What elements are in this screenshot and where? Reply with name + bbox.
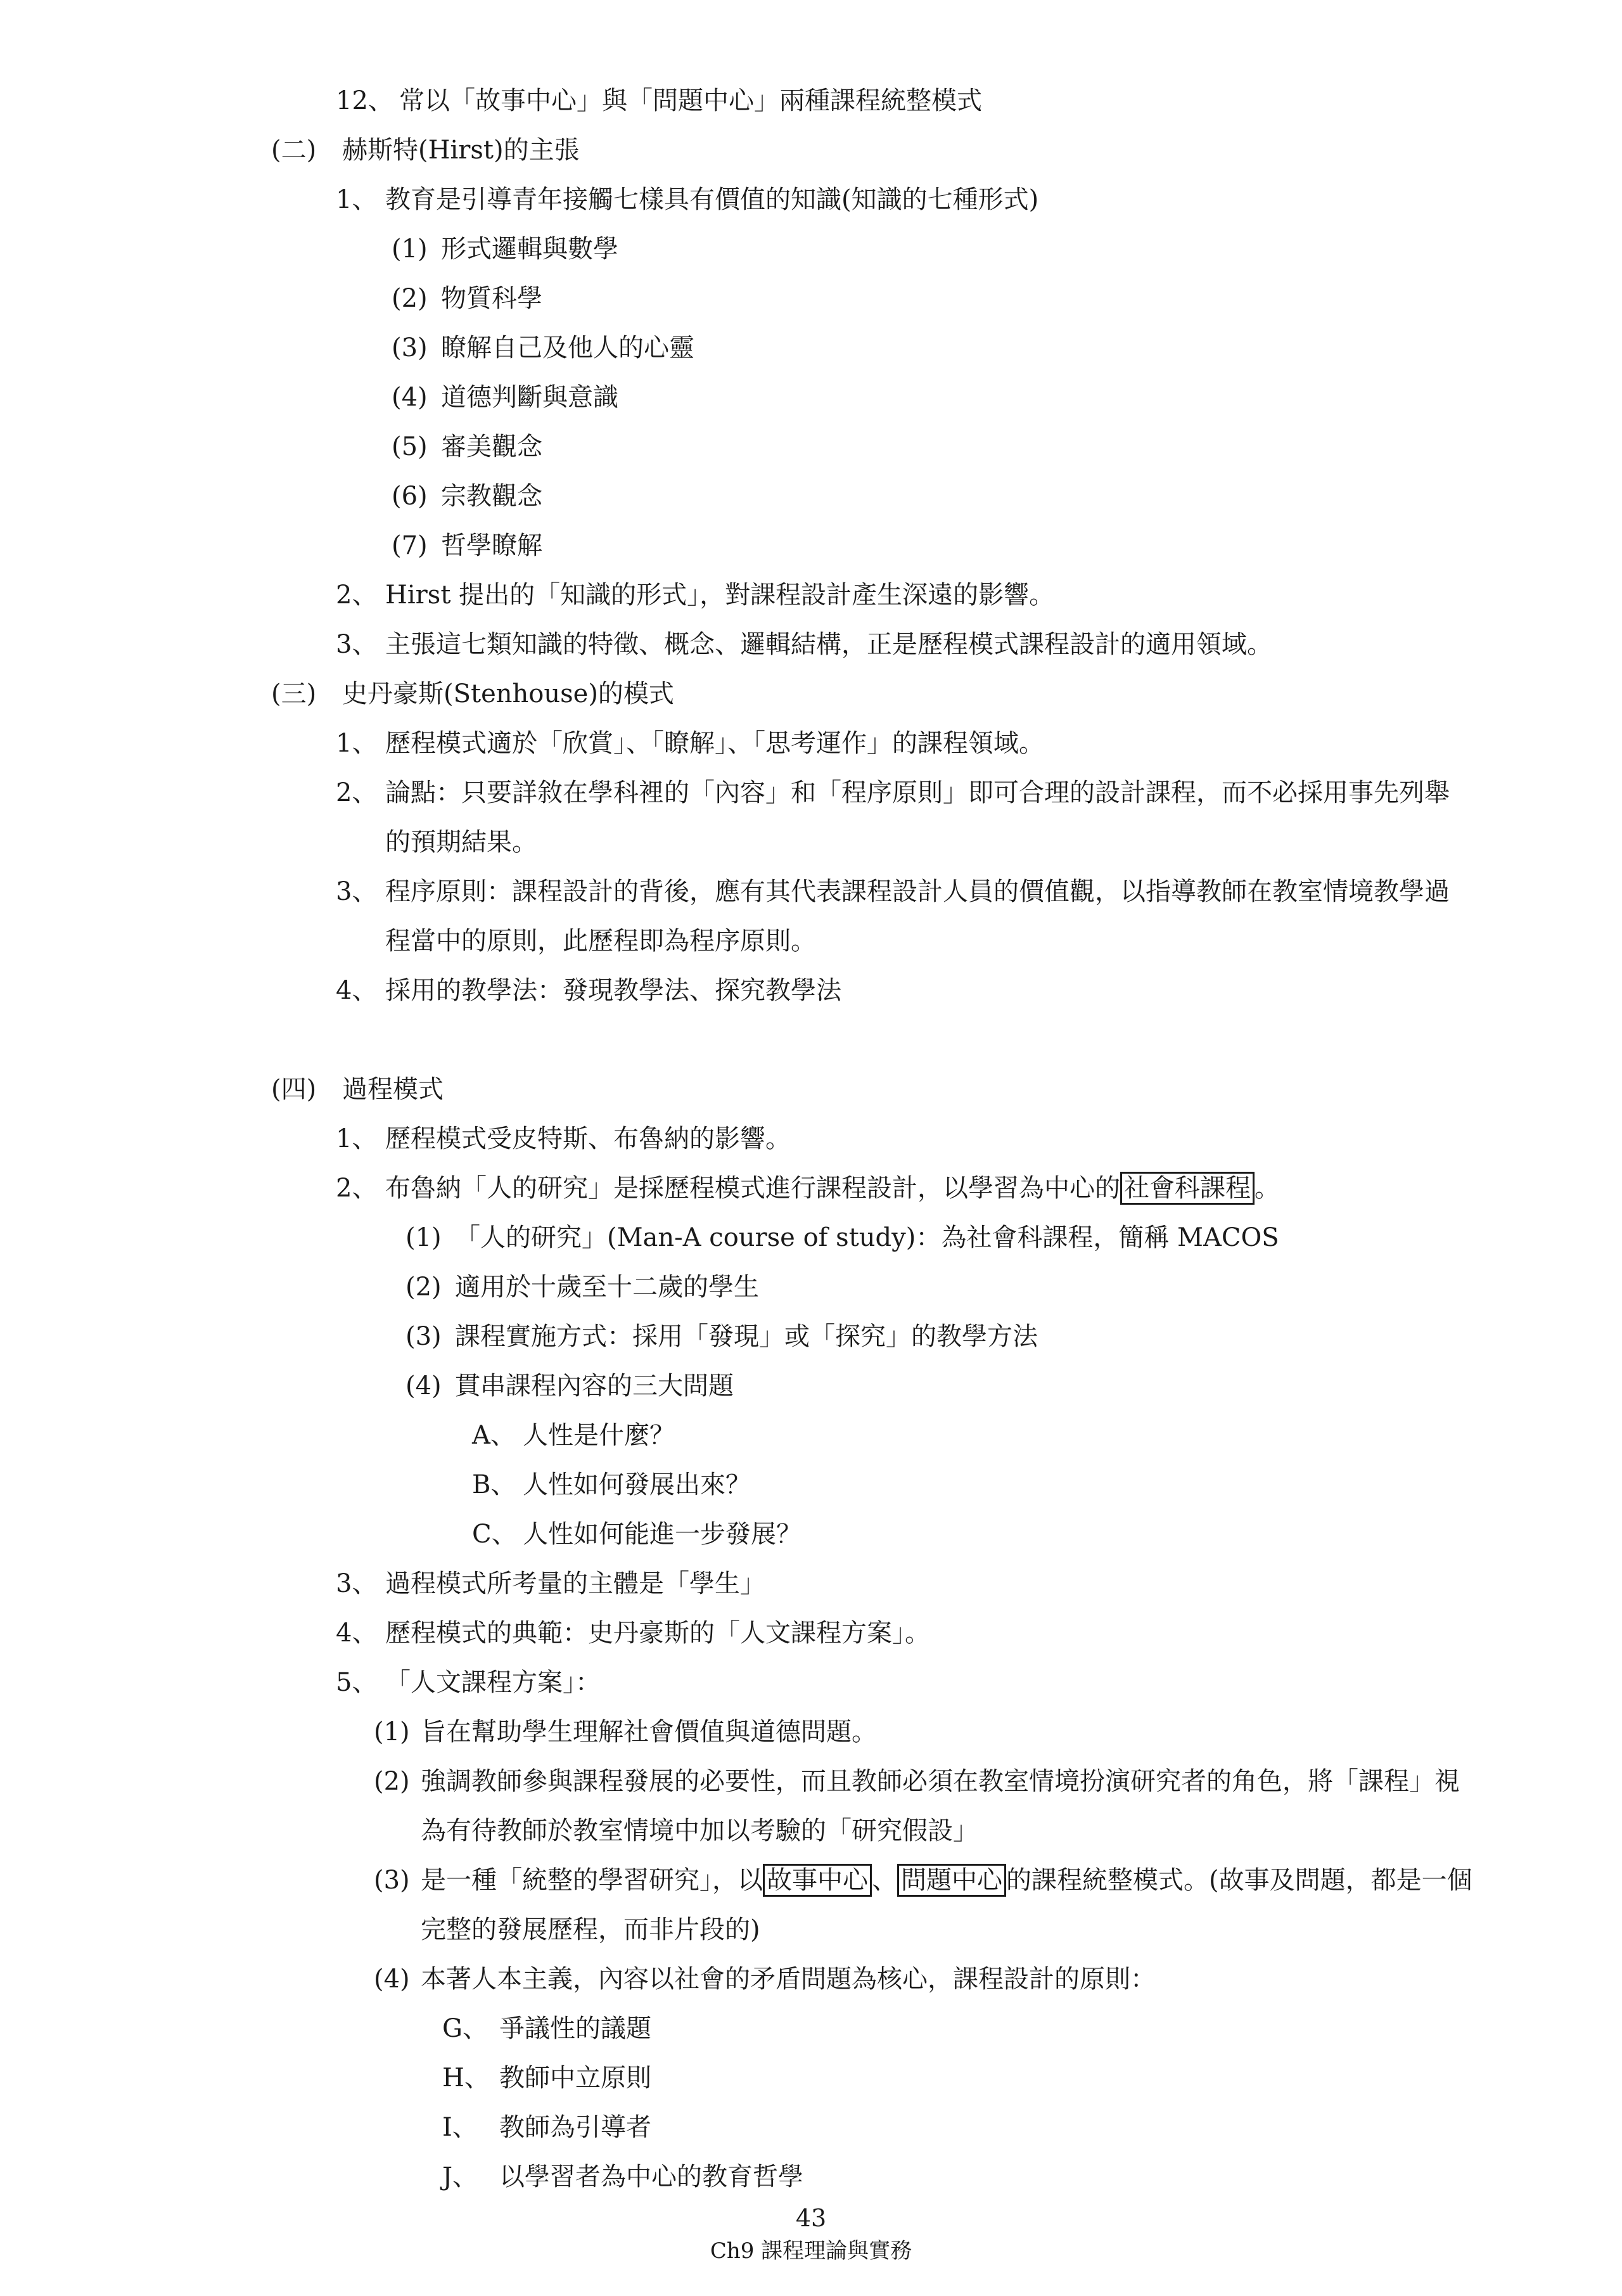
sub-item-continuation	[421, 1816, 978, 1846]
item-number: (二)	[271, 136, 317, 165]
sub-sub-item	[442, 2063, 651, 2093]
item-number: 2、	[336, 1174, 378, 1203]
chapter-footer: Ch9 課程理論與實務	[710, 2238, 912, 2264]
item-number: (4)	[374, 1965, 410, 1994]
sub-sub-item	[442, 2112, 651, 2143]
item-number: (四)	[271, 1075, 317, 1104]
sub-item	[374, 1865, 1472, 1895]
item-number: I、	[442, 2113, 478, 2142]
item-text: 道德判斷與意識	[441, 383, 618, 412]
list-item	[336, 778, 1450, 808]
item-text: 哲學瞭解	[441, 531, 542, 560]
item-text: 歷程模式受皮特斯、布魯納的影響。	[385, 1124, 791, 1153]
item-number: 4、	[336, 976, 378, 1005]
item-text: 是一種「統整的學習研究」，以	[421, 1866, 763, 1895]
item-number: (1)	[406, 1223, 442, 1252]
item-text: 人性如何發展出來？	[523, 1470, 751, 1499]
item-text: 過程模式所考量的主體是「學生」	[385, 1569, 765, 1598]
item-text: 形式邏輯與數學	[441, 234, 618, 264]
sub-item	[392, 432, 542, 462]
sub-sub-item	[472, 1519, 801, 1549]
item-number: 3、	[336, 1569, 378, 1598]
list-item	[336, 975, 841, 1006]
item-number: (3)	[392, 333, 428, 362]
item-number: (3)	[374, 1866, 410, 1895]
item-number: 3、	[336, 877, 378, 906]
sub-item	[392, 530, 542, 561]
item-text: 貫串課程內容的三大問題	[455, 1371, 734, 1401]
sub-item	[392, 382, 618, 413]
section-heading	[271, 135, 580, 165]
item-number: G、	[442, 2014, 488, 2043]
sub-item-continuation	[421, 1914, 760, 1945]
item-number: 2、	[336, 580, 378, 610]
item-text: 主張這七類知識的特徵、概念、邏輯結構，正是歷程模式課程設計的適用領域。	[385, 630, 1272, 659]
item-text: 為有待教師於教室情境中加以考驗的「研究假設」	[421, 1816, 978, 1845]
item-text: 赫斯特(Hirst)的主張	[342, 136, 580, 165]
item-text: 歷程模式適於「欣賞」、「瞭解」、「思考運作」的課程領域。	[385, 729, 1044, 758]
item-text: 布魯納「人的研究」是採歷程模式進行課程設計，以學習為中心的	[385, 1174, 1120, 1203]
item-number: 1、	[336, 1124, 378, 1153]
item-text: 過程模式	[342, 1075, 444, 1104]
item-text: 「人文課程方案」：	[385, 1668, 601, 1697]
sub-item	[392, 283, 542, 314]
item-text: 採用的教學法：發現教學法、探究教學法	[385, 976, 841, 1005]
item-number: 1、	[336, 729, 378, 758]
item-text: 史丹豪斯(Stenhouse)的模式	[342, 679, 674, 709]
item-text: 程當中的原則，此歷程即為程序原則。	[385, 927, 816, 956]
item-text: 教師中立原則	[499, 2063, 651, 2093]
item-text: 的課程統整模式。(故事及問題，都是一個	[1006, 1866, 1472, 1895]
item-number: (3)	[406, 1322, 442, 1351]
item-text: 完整的發展歷程，而非片段的)	[421, 1915, 760, 1944]
item-number: B、	[472, 1470, 516, 1499]
item-text: 、	[872, 1866, 897, 1895]
sub-sub-item	[472, 1420, 675, 1451]
item-text: 人性是什麼？	[523, 1421, 675, 1450]
item-number: (2)	[406, 1273, 442, 1302]
item-number: 5、	[336, 1668, 378, 1697]
boxed-term: 故事中心	[763, 1864, 872, 1897]
item-number: (1)	[392, 234, 428, 264]
list-item	[336, 1124, 791, 1154]
item-text: 瞭解自己及他人的心靈	[441, 333, 694, 362]
section-heading	[271, 1074, 444, 1105]
item-text: 審美觀念	[441, 432, 542, 461]
item-text: 爭議性的議題	[499, 2014, 651, 2043]
item-number: 4、	[336, 1619, 378, 1648]
sub-item	[374, 1766, 1460, 1797]
sub-item	[406, 1222, 1279, 1253]
sub-item	[374, 1964, 1156, 1994]
item-number: A、	[472, 1421, 516, 1450]
item-number: (6)	[392, 482, 428, 511]
item-text: 歷程模式的典範：史丹豪斯的「人文課程方案」。	[385, 1619, 930, 1648]
page-number: 43	[795, 2204, 827, 2232]
item-number: (1)	[374, 1717, 410, 1747]
item-text: Hirst 提出的「知識的形式」，對課程設計產生深遠的影響。	[385, 580, 1055, 610]
item-number: 12、	[336, 86, 393, 115]
item-text: 物質科學	[441, 284, 542, 313]
item-number: 2、	[336, 778, 378, 807]
item-number: 3、	[336, 630, 378, 659]
list-item	[336, 728, 1044, 759]
item-text: 旨在幫助學生理解社會價值與道德問題。	[421, 1717, 877, 1747]
item-number: 1、	[336, 185, 378, 214]
item-number: (7)	[392, 531, 428, 560]
list-item	[336, 184, 1038, 215]
item-text: 本著人本主義，內容以社會的矛盾問題為核心，課程設計的原則：	[421, 1965, 1156, 1994]
list-item-continuation	[385, 926, 816, 956]
list-item	[336, 1667, 601, 1698]
sub-item	[392, 333, 694, 363]
boxed-term: 社會科課程	[1120, 1172, 1255, 1205]
sub-item	[392, 481, 542, 511]
item-text: 強調教師參與課程發展的必要性，而且教師必須在教室情境扮演研究者的角色，將「課程」視	[421, 1767, 1460, 1796]
item-number: (5)	[392, 432, 428, 461]
sub-item	[392, 234, 618, 264]
item-text: 適用於十歲至十二歲的學生	[455, 1273, 759, 1302]
item-text: 教育是引導青年接觸七樣具有價值的知識(知識的七種形式)	[385, 185, 1039, 214]
item-text: 教師為引導者	[499, 2113, 651, 2142]
sub-item	[374, 1717, 877, 1747]
item-number: (三)	[271, 679, 317, 709]
list-item	[336, 1173, 1280, 1203]
sub-item	[406, 1272, 759, 1302]
item-text: 。	[1255, 1174, 1280, 1203]
item-text: 「人的研究」(Man-A course of study)：為社會科課程，簡稱 MACOS	[455, 1223, 1279, 1252]
sub-sub-item	[472, 1470, 751, 1500]
list-item	[336, 1568, 765, 1599]
item-number: (4)	[392, 383, 428, 412]
list-item	[336, 580, 1054, 610]
item-number: (2)	[374, 1767, 410, 1796]
item-text: 程序原則：課程設計的背後，應有其代表課程設計人員的價值觀，以指導教師在教室情境教學過	[385, 877, 1450, 906]
item-text: 以學習者為中心的教育哲學	[499, 2162, 803, 2191]
list-item	[336, 1618, 930, 1648]
sub-item	[406, 1371, 734, 1401]
item-text: 人性如何能進一步發展？	[523, 1520, 801, 1549]
section-heading	[271, 679, 674, 709]
item-number: (4)	[406, 1371, 442, 1401]
item-number: H、	[442, 2063, 490, 2093]
sub-sub-item	[442, 2162, 803, 2192]
item-text: 常以「故事中心」與「問題中心」兩種課程統整模式	[399, 86, 982, 115]
item-text: 宗教觀念	[441, 482, 542, 511]
item-text: 課程實施方式：採用「發現」或「探究」的教學方法	[455, 1322, 1038, 1351]
list-item-continuation	[385, 827, 537, 857]
list-item	[336, 86, 982, 116]
item-number: J、	[442, 2162, 478, 2191]
list-item	[336, 876, 1450, 907]
item-number: (2)	[392, 284, 428, 313]
sub-item	[406, 1321, 1038, 1352]
list-item	[336, 629, 1272, 660]
sub-sub-item	[442, 2013, 651, 2044]
item-text: 的預期結果。	[385, 828, 537, 857]
item-text: 論點：只要詳敘在學科裡的「內容」和「程序原則」即可合理的設計課程，而不必採用事先列舉	[385, 778, 1450, 807]
boxed-term: 問題中心	[897, 1864, 1006, 1897]
item-number: C、	[472, 1520, 517, 1549]
